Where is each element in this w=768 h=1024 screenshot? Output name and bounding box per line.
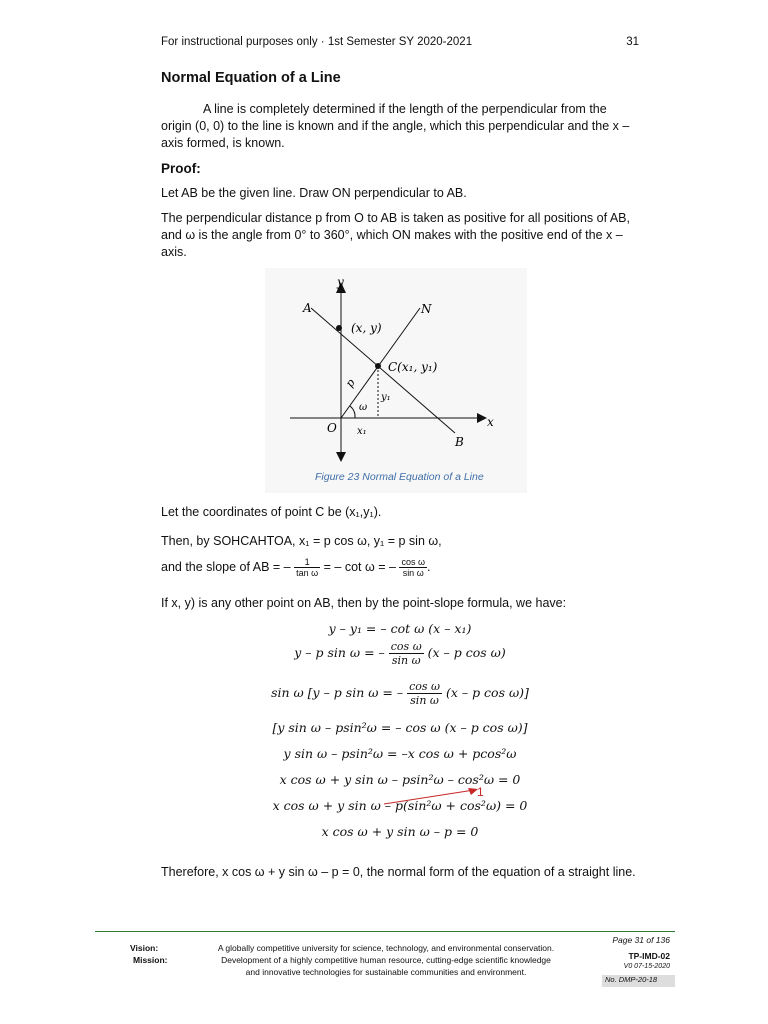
label-x: x bbox=[487, 415, 494, 429]
vision-label: Vision: bbox=[130, 943, 159, 953]
page-of: Page 31 of 136 bbox=[612, 935, 670, 945]
label-y: y bbox=[337, 275, 344, 289]
annotation-strike bbox=[380, 784, 490, 806]
label-c: C(x₁, y₁) bbox=[388, 360, 438, 374]
slope-line: and the slope of AB = – $\frac{1}{\text{tan ω}}$ = – cot ω = – $\frac{\text{cos ω}}{\text{sin ω}}$ . bbox=[161, 557, 431, 578]
sohcahtoa-line: Then, by SOHCAHTOA, x₁ = p cos ω, y₁ = p sin ω, bbox=[161, 534, 442, 548]
label-o: O bbox=[327, 421, 337, 435]
slope-fraction-1: $\frac{1}{\text{tan ω}}$ bbox=[296, 557, 319, 578]
proof-line-1: Let AB be the given line. Draw ON perpendicular to AB. bbox=[161, 186, 467, 200]
slope-mid: = – cot ω = – bbox=[323, 559, 396, 574]
figure-caption: Figure 23 Normal Equation of a Line bbox=[315, 471, 484, 483]
figure-diagram bbox=[265, 268, 527, 493]
section-title: Normal Equation of a Line bbox=[161, 70, 341, 86]
annotation-number: 1 bbox=[477, 785, 484, 799]
doc-number-badge bbox=[602, 975, 675, 987]
footer-divider bbox=[95, 931, 675, 932]
proof-paragraph-2: The perpendicular distance p from O to AB is taken as positive for all positions of AB, and ω is the angle from 0° to 360°, which ON makes with the positive end of the x –axis. bbox=[161, 211, 630, 259]
label-y1: y₁ bbox=[381, 392, 391, 403]
page-number: 31 bbox=[626, 36, 639, 48]
y-axis-arrow-down bbox=[336, 452, 346, 462]
therefore-paragraph: Therefore, x cos ω + y sin ω – p = 0, the normal form of the equation of a straight line. bbox=[161, 865, 636, 879]
mission-label: Mission: bbox=[133, 955, 168, 965]
label-xy: (x, y) bbox=[351, 321, 382, 335]
slope-fraction-2: $\frac{\text{cos ω}}{\text{sin ω}}$ bbox=[401, 557, 425, 578]
other-point-line: If x, y) is any other point on AB, then by the point-slope formula, we have: bbox=[161, 596, 567, 610]
equation-1: y – y₁ = – cot ω (x – x₁) bbox=[328, 621, 472, 636]
footer-vision-mission bbox=[186, 942, 586, 978]
annotation-line bbox=[384, 790, 474, 804]
mission-text-2: and innovative technologies for sustainable communities and environment. bbox=[245, 967, 527, 977]
mission-text-1: Development of a highly competitive human resource, cutting-edge scientific knowledge bbox=[221, 955, 551, 965]
angle-arc bbox=[350, 406, 355, 418]
label-n: N bbox=[421, 302, 432, 316]
slope-prefix: and the slope of AB = – bbox=[161, 559, 291, 574]
equation-6: x cos ω + y sin ω – psin²ω – cos²ω = 0 bbox=[279, 772, 521, 787]
doc-number: No. DMP-20-18 bbox=[605, 975, 658, 984]
label-x1: x₁ bbox=[357, 426, 367, 437]
equation-2: y – p sin ω = – $\frac{\text{cos ω}}{\text{sin ω}}$ (x – p cos ω) bbox=[294, 640, 506, 667]
page-header bbox=[161, 36, 639, 48]
version: V0 07-15-2020 bbox=[623, 963, 670, 970]
equation-5: y sin ω – psin²ω = –x cos ω + pcos²ω bbox=[283, 746, 517, 761]
figure-normal-equation bbox=[265, 268, 527, 493]
equation-4: [y sin ω – psin²ω = – cos ω (x – p cos ω)] bbox=[272, 720, 528, 735]
label-omega: ω bbox=[359, 402, 368, 413]
coords-line: Let the coordinates of point C be (x₁,y₁). bbox=[161, 505, 382, 519]
label-p: p bbox=[342, 376, 358, 390]
doc-code: TP-IMD-02 bbox=[628, 951, 670, 961]
label-a: A bbox=[303, 301, 312, 315]
point-c bbox=[375, 363, 381, 369]
equation-8: x cos ω + y sin ω – p = 0 bbox=[321, 824, 479, 839]
header-text: For instructional purposes only · 1st Semester SY 2020-2021 bbox=[161, 36, 473, 48]
equation-3: sin ω [y – p sin ω = – $\frac{\text{cos ω}}{\text{sin ω}}$ (x – p cos ω)] bbox=[271, 680, 529, 707]
equation-7: x cos ω + y sin ω – p(sin²ω + cos²ω) = 0 bbox=[272, 798, 528, 813]
vision-text: A globally competitive university for science, technology, and environmental conservation. bbox=[217, 943, 555, 953]
intro-paragraph: A line is completely determined if the length of the perpendicular from the origin (0, 0) to the line is known and if the angle, which this perpendicular and the x –axis formed, is known. bbox=[161, 102, 630, 150]
x-axis-arrow bbox=[477, 413, 487, 423]
point-xy bbox=[336, 325, 342, 331]
proof-label: Proof: bbox=[161, 161, 201, 176]
label-b: B bbox=[455, 435, 464, 449]
